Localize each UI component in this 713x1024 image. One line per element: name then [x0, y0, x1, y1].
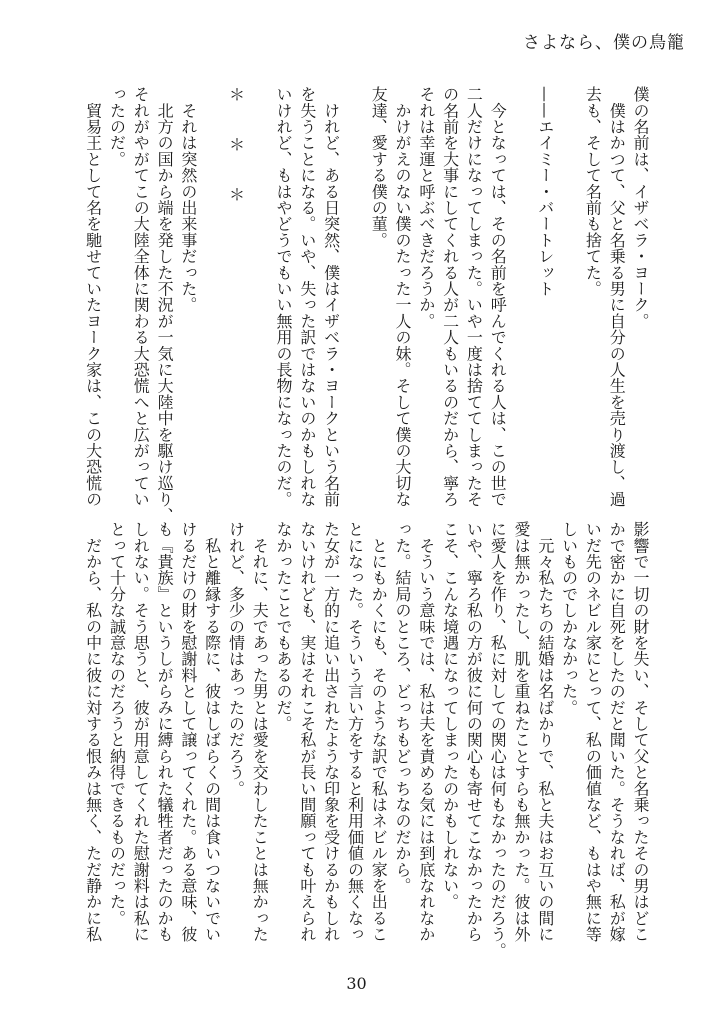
text-line: ——エイミー・バートレット [535, 86, 555, 297]
text-line: 元々私たちの結婚は名ばかりで、私と夫はお互いの間に [535, 521, 555, 943]
text-line: それがやがてこの大陸全体に関わる大恐慌へと広がってい [131, 86, 151, 508]
text-line: 去も、そして名前も捨てた。 [583, 86, 603, 297]
running-title: さよなら、僕の鳥籠 [523, 33, 685, 53]
text-line: った。結局のところ、どっちもどっちなのだから。 [393, 521, 413, 894]
text-line: ないけれども、実はそれこそ私が長い間願っても叶えられ [297, 521, 317, 943]
text-line [509, 86, 533, 516]
text-line: とって十分な誠意なのだろうと納得できるものだった。 [107, 521, 127, 926]
text-line: 二人だけになってしまった。いや一度は捨ててしまったそ [464, 86, 484, 508]
text-line: ったのだ。 [107, 86, 127, 167]
text-line: 僕の名前は、イザベラ・ヨーク。 [631, 86, 650, 329]
text-line: それに、夫であった男とは愛を交わしたことは無かった [250, 521, 270, 943]
text-line: に愛人を作り、私に対しての関心は何もなかったのだろう。 [488, 521, 508, 959]
text-line: も『貴族』というしがらみに縛られた犠牲者だったのかも [155, 521, 175, 943]
text-line: だから、私の中に彼に対する恨みは無く、ただ静かに私 [83, 521, 103, 943]
text-line: を失うことになる。いや、失った訳ではないのかもしれな [297, 86, 317, 508]
text-line: かで密かに自死をしたのだと聞いた。そうなれば、私が嫁 [607, 521, 627, 943]
text-line: 私と離縁する際に、彼はしばらくの間は食いつないでい [202, 521, 222, 943]
text-line: なかったことでもあるのだ。 [274, 521, 294, 732]
text-block-top [80, 86, 652, 524]
text-line: かけがえのない僕のたった一人の妹。そして僕の大切な [393, 86, 413, 508]
text-line: 貿易王として名を馳せていたヨーク家は、この大恐慌の [83, 86, 103, 508]
text-line: 愛は無かったし、肌を重ねたことすらも無かった。彼は外 [512, 521, 532, 943]
text-line [200, 86, 224, 516]
text-line: けれど、ある日突然、僕はイザベラ・ヨークという名前 [321, 86, 341, 508]
text-line: けるだけの財を慰謝料として譲ってくれた。ある意味、彼 [178, 521, 198, 943]
text-line: とにもかくにも、そのような訳で私はネビル家を出るこ [369, 521, 389, 943]
page-number: 30 [346, 974, 367, 993]
text-line: しいものでしかなかった。 [559, 521, 579, 716]
text-line: 今となっては、その名前を呼んでくれる人は、この世で [488, 86, 508, 508]
text-line: けれど、多少の情はあったのだろう。 [226, 521, 246, 797]
text-line [247, 86, 271, 516]
text-line: こそ、こんな境遇になってしまったのかもしれない。 [440, 521, 460, 910]
text-line: 友達、愛する僕の菫。 [369, 86, 389, 248]
text-line: それは突然の出来事だった。 [178, 86, 198, 313]
text-line: それは幸運と呼ぶべきだろうか。 [416, 86, 436, 329]
text-line: そういう意味では、私は夫を責める気には到底なれなか [416, 521, 436, 943]
text-line: いだ先のネビル家にとって、私の価値など、もはや無に等 [583, 521, 603, 943]
text-line [343, 86, 367, 516]
text-line: いや、寧ろ私の方が彼に何の関心も寄せてこなかったから [464, 521, 484, 943]
text-line [557, 86, 581, 516]
text-line: 影響で一切の財を失い、そして父と名乗ったその男はどこ [631, 521, 650, 943]
text-line: しれない。そう思うと、彼が用意してくれた慰謝料は私に [131, 521, 151, 943]
text-line: 僕はかつて、父と名乗る男に自分の人生を売り渡し、過 [607, 86, 627, 508]
section-break: ＊＊＊ [226, 86, 246, 236]
text-line: とになった。そういう言い方をすると利用価値の無くなっ [345, 521, 365, 943]
text-line: た女が一方的に追い出されたような印象を受けるかもしれ [321, 521, 341, 943]
text-line: 北方の国から端を発した不況が一気に大陸中を駆け巡り、 [155, 86, 175, 524]
text-block-bottom [80, 521, 652, 959]
text-line: いけれど、もはやどうでもいい無用の長物になったのだ。 [274, 86, 294, 508]
text-line: の名前を大事にしてくれる人が二人もいるのだから、寧ろ [440, 86, 460, 508]
